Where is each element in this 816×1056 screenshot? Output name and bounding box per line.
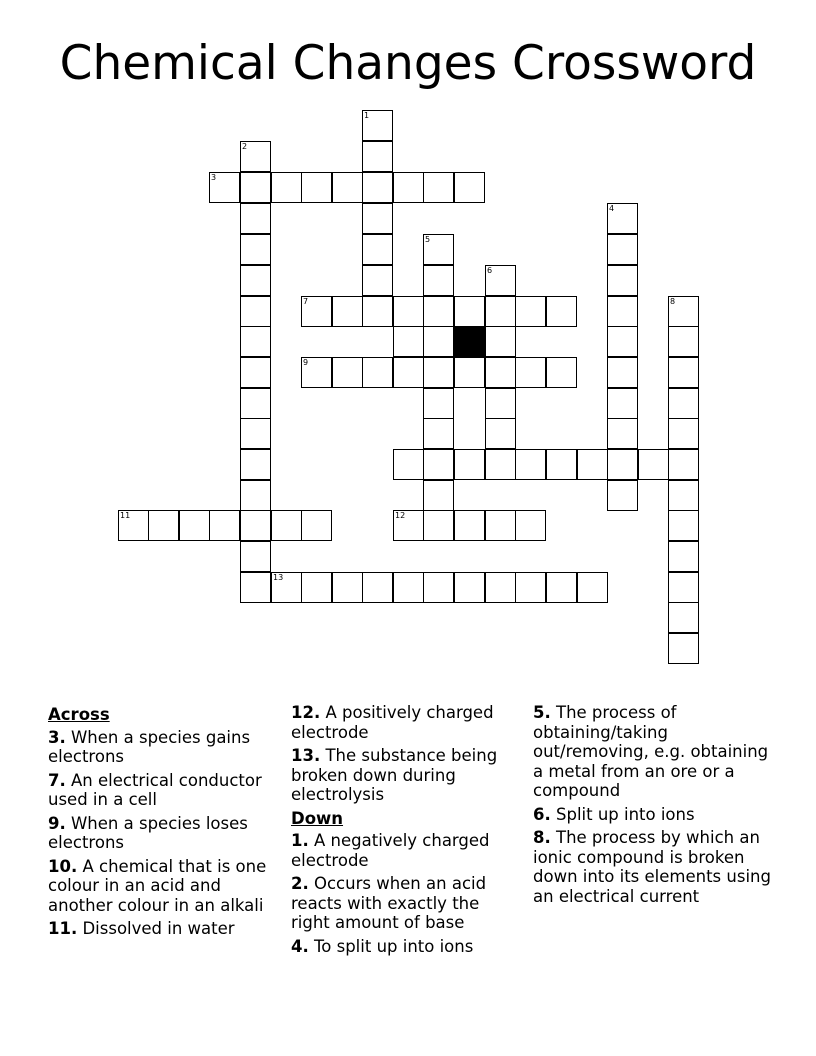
grid-cell[interactable] <box>454 449 485 480</box>
clue-text: A positively charged electrode <box>291 703 494 742</box>
grid-cell[interactable] <box>546 296 577 327</box>
grid-cell[interactable] <box>607 388 638 419</box>
grid-cell[interactable] <box>668 633 699 664</box>
grid-cell[interactable] <box>515 510 546 541</box>
grid-cell[interactable] <box>240 418 271 449</box>
grid-cell[interactable] <box>485 296 516 327</box>
grid-cell[interactable] <box>423 172 454 203</box>
grid-cell[interactable] <box>515 296 546 327</box>
grid-cell[interactable] <box>668 296 699 327</box>
grid-cell[interactable] <box>423 510 454 541</box>
grid-cell[interactable] <box>240 480 271 511</box>
clue-down-2 <box>291 874 523 933</box>
grid-cell[interactable] <box>485 510 516 541</box>
clue-number: 5. <box>533 703 551 722</box>
grid-cell[interactable] <box>240 541 271 572</box>
grid-cell[interactable] <box>423 326 454 357</box>
grid-cell[interactable] <box>393 510 424 541</box>
grid-cell[interactable] <box>209 510 240 541</box>
clue-across-7 <box>48 771 280 810</box>
clue-down-4 <box>291 937 523 957</box>
clue-down-5 <box>533 703 773 801</box>
clue-number-label: 1 <box>364 111 370 120</box>
clue-text: Occurs when an acid reacts with exactly the right amount of base <box>291 874 487 932</box>
grid-cell[interactable] <box>607 326 638 357</box>
grid-cell[interactable] <box>240 572 271 603</box>
grid-cell[interactable] <box>607 449 638 480</box>
grid-cell[interactable] <box>179 510 210 541</box>
grid-cell[interactable] <box>423 234 454 265</box>
clue-number: 2. <box>291 874 309 893</box>
grid-cell[interactable] <box>240 357 271 388</box>
grid-cell[interactable] <box>515 572 546 603</box>
grid-cell[interactable] <box>607 234 638 265</box>
grid-cell[interactable] <box>577 449 608 480</box>
grid-cell[interactable] <box>332 296 363 327</box>
grid-cell[interactable] <box>668 449 699 480</box>
grid-cell[interactable] <box>423 265 454 296</box>
grid-cell[interactable] <box>362 172 393 203</box>
grid-cell[interactable] <box>607 418 638 449</box>
grid-cell[interactable] <box>485 449 516 480</box>
clue-number: 13. <box>291 746 321 765</box>
grid-cell[interactable] <box>607 203 638 234</box>
grid-cell[interactable] <box>668 480 699 511</box>
grid-cell[interactable] <box>271 510 302 541</box>
grid-cell[interactable] <box>423 572 454 603</box>
grid-cell[interactable] <box>301 510 332 541</box>
grid-cell[interactable] <box>362 203 393 234</box>
clue-number: 8. <box>533 828 551 847</box>
grid-cell[interactable] <box>546 449 577 480</box>
clue-number-label: 11 <box>120 511 131 520</box>
clue-number: 10. <box>48 856 78 876</box>
grid-cell[interactable] <box>454 172 485 203</box>
clue-text: When a species gains electrons <box>48 727 251 766</box>
grid-cell[interactable] <box>485 326 516 357</box>
grid-cell[interactable] <box>515 357 546 388</box>
grid-cell[interactable] <box>607 265 638 296</box>
black-cell <box>454 326 485 357</box>
clue-number-label: 4 <box>609 204 615 213</box>
grid-cell[interactable] <box>454 510 485 541</box>
down-heading: Down <box>291 808 344 828</box>
grid-cell[interactable] <box>668 326 699 357</box>
grid-cell[interactable] <box>393 357 424 388</box>
grid-cell[interactable] <box>301 572 332 603</box>
grid-cell[interactable] <box>240 141 271 172</box>
clue-number: 3. <box>48 727 66 747</box>
grid-cell[interactable] <box>118 510 149 541</box>
page-title: Chemical Changes Crossword <box>59 36 757 91</box>
clue-number-label: 6 <box>487 266 493 275</box>
grid-cell[interactable] <box>271 172 302 203</box>
grid-cell[interactable] <box>607 296 638 327</box>
grid-cell[interactable] <box>240 326 271 357</box>
grid-cell[interactable] <box>607 357 638 388</box>
grid-cell[interactable] <box>668 572 699 603</box>
clue-text: An electrical conductor used in a cell <box>48 770 262 809</box>
grid-cell[interactable] <box>485 418 516 449</box>
grid-cell[interactable] <box>668 510 699 541</box>
clue-number-label: 7 <box>303 297 309 306</box>
clue-across-11 <box>48 919 280 939</box>
grid-cell[interactable] <box>577 572 608 603</box>
clue-number-label: 9 <box>303 358 309 367</box>
grid-cell[interactable] <box>668 357 699 388</box>
grid-cell[interactable] <box>423 357 454 388</box>
grid-cell[interactable] <box>546 357 577 388</box>
clue-across-3 <box>48 728 280 767</box>
clue-number-label: 8 <box>670 297 676 306</box>
clue-down-1 <box>291 831 523 870</box>
grid-cell[interactable] <box>148 510 179 541</box>
grid-cell[interactable] <box>423 296 454 327</box>
clue-text: The process by which an ionic compound is broken down into its elements using an electrical current <box>533 828 771 906</box>
clue-number: 9. <box>48 813 66 833</box>
clue-number: 7. <box>48 770 66 790</box>
clues-column-2 <box>291 703 523 960</box>
grid-cell[interactable] <box>423 480 454 511</box>
grid-cell[interactable] <box>301 296 332 327</box>
grid-cell[interactable] <box>240 296 271 327</box>
grid-cell[interactable] <box>332 357 363 388</box>
clue-number-label: 3 <box>211 173 217 182</box>
grid-cell[interactable] <box>240 265 271 296</box>
grid-cell[interactable] <box>271 572 302 603</box>
clue-number-label: 2 <box>242 142 248 151</box>
grid-cell[interactable] <box>485 388 516 419</box>
grid-cell[interactable] <box>423 388 454 419</box>
clue-text: The substance being broken down during electrolysis <box>291 746 498 804</box>
grid-cell[interactable] <box>668 388 699 419</box>
grid-cell[interactable] <box>515 449 546 480</box>
grid-cell[interactable] <box>240 234 271 265</box>
grid-cell[interactable] <box>668 541 699 572</box>
grid-cell[interactable] <box>332 572 363 603</box>
clue-number: 4. <box>291 936 309 956</box>
grid-cell[interactable] <box>240 203 271 234</box>
grid-cell[interactable] <box>393 449 424 480</box>
clue-number-label: 13 <box>273 573 284 582</box>
grid-cell[interactable] <box>393 326 424 357</box>
grid-cell[interactable] <box>454 296 485 327</box>
clue-down-8 <box>533 828 773 906</box>
grid-cell[interactable] <box>362 265 393 296</box>
grid-cell[interactable] <box>240 510 271 541</box>
across-heading: Across <box>48 705 110 724</box>
grid-cell[interactable] <box>607 480 638 511</box>
grid-cell[interactable] <box>240 172 271 203</box>
grid-cell[interactable] <box>362 141 393 172</box>
clue-text: To split up into ions <box>308 936 474 956</box>
grid-cell[interactable] <box>423 418 454 449</box>
grid-cell[interactable] <box>362 234 393 265</box>
grid-cell[interactable] <box>362 110 393 141</box>
grid-cell[interactable] <box>638 449 669 480</box>
grid-cell[interactable] <box>668 602 699 633</box>
clue-across-13 <box>291 746 523 805</box>
clue-text: A chemical that is one colour in an acid and another colour in an alkali <box>48 856 267 915</box>
grid-cell[interactable] <box>454 357 485 388</box>
clue-number: 1. <box>291 831 309 850</box>
clue-number-label: 12 <box>395 511 406 520</box>
clue-across-10 <box>48 857 280 916</box>
clue-across-12 <box>291 703 523 742</box>
clue-number: 6. <box>533 804 551 824</box>
clue-number-label: 5 <box>425 235 431 244</box>
grid-cell[interactable] <box>240 388 271 419</box>
clue-down-6 <box>533 805 773 825</box>
clue-number: 12. <box>291 703 321 722</box>
grid-cell[interactable] <box>301 172 332 203</box>
clue-text: A negatively charged electrode <box>291 831 490 870</box>
grid-cell[interactable] <box>209 172 240 203</box>
grid-cell[interactable] <box>485 357 516 388</box>
grid-cell[interactable] <box>546 572 577 603</box>
grid-cell[interactable] <box>485 572 516 603</box>
clues-column-1 <box>48 703 280 943</box>
clue-text: Dissolved in water <box>77 919 235 938</box>
grid-cell[interactable] <box>454 572 485 603</box>
grid-cell[interactable] <box>301 357 332 388</box>
clues-column-3 <box>533 703 773 910</box>
clue-across-9 <box>48 814 280 853</box>
clue-text: Split up into ions <box>550 804 695 824</box>
grid-cell[interactable] <box>668 418 699 449</box>
clue-text: The process of obtaining/taking out/removing, e.g. obtaining a metal from an ore or a compound <box>533 703 769 800</box>
grid-cell[interactable] <box>362 572 393 603</box>
grid-cell[interactable] <box>423 449 454 480</box>
grid-cell[interactable] <box>393 172 424 203</box>
grid-cell[interactable] <box>485 265 516 296</box>
grid-cell[interactable] <box>362 296 393 327</box>
grid-cell[interactable] <box>362 357 393 388</box>
grid-cell[interactable] <box>240 449 271 480</box>
clue-number: 11. <box>48 919 78 938</box>
grid-cell[interactable] <box>393 296 424 327</box>
grid-cell[interactable] <box>332 172 363 203</box>
clue-text: When a species loses electrons <box>48 813 248 852</box>
grid-cell[interactable] <box>393 572 424 603</box>
